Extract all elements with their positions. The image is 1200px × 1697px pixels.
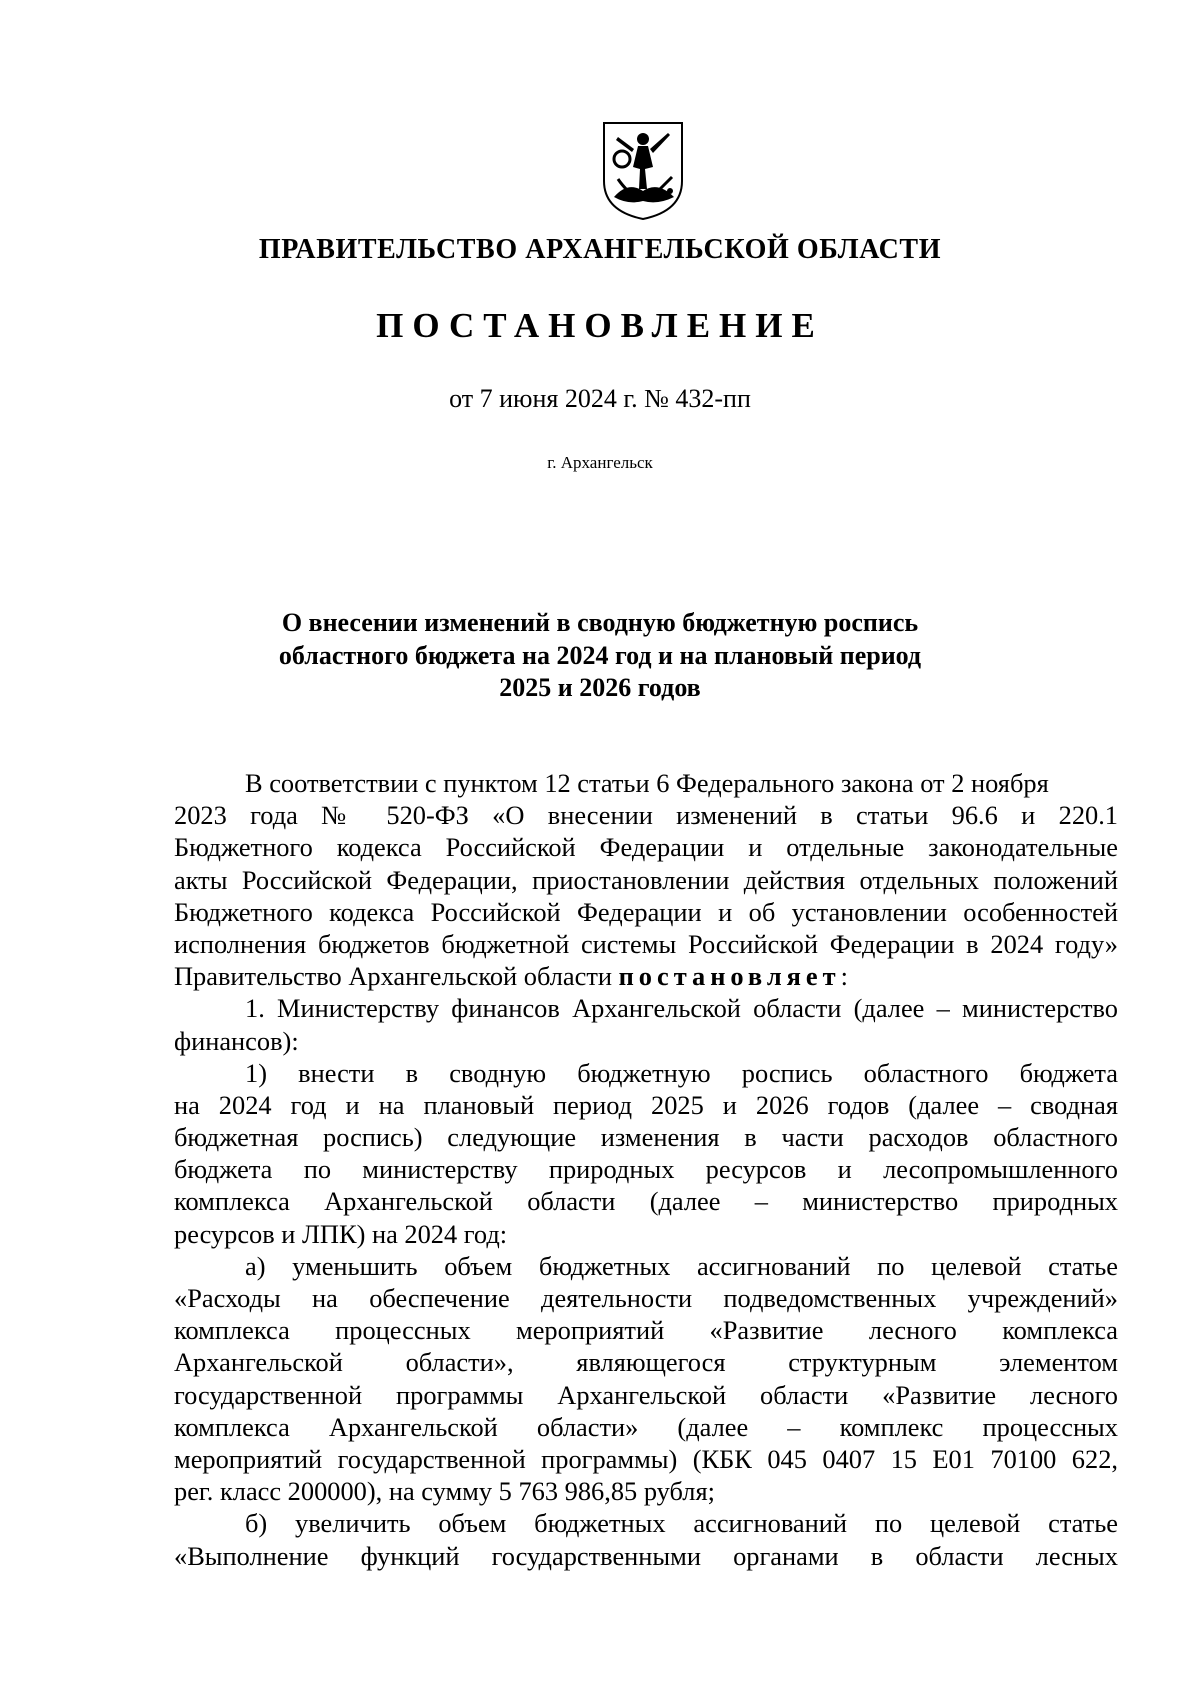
organization-title: ПРАВИТЕЛЬСТВО АРХАНГЕЛЬСКОЙ ОБЛАСТИ: [258, 234, 942, 265]
body-line: 2023 года № 520-ФЗ «О внесении изменений в статьи 96.6 и 220.1: [174, 800, 1118, 831]
body-line: исполнения бюджетов бюджетной системы Российской Федерации в 2024 году»: [174, 928, 1118, 959]
resolution-keyword: постановляет: [618, 961, 841, 992]
body-line: комплекса Архангельской области» (далее – комплекс процессных: [174, 1411, 1118, 1442]
body-line: мероприятий государственной программы) (КБК 045 0407 15 Е01 70100 622,: [174, 1443, 1118, 1474]
body-line: Бюджетного кодекса Российской Федерации и об установлении особенностей: [174, 896, 1118, 927]
resolution-colon: :: [840, 961, 848, 992]
body-line: Архангельской области», являющегося структурным элементом: [174, 1347, 1118, 1378]
document-city: г. Архангельск: [547, 453, 653, 472]
document-body: [174, 767, 1118, 1572]
body-line: «Выполнение функций государственными органами в области лесных: [174, 1540, 1118, 1571]
document-type-title: ПОСТАНОВЛЕНИЕ: [376, 306, 824, 345]
body-line: рег. класс 200000), на сумму 5 763 986,85 рубля;: [174, 1476, 715, 1507]
body-line: 1. Министерству финансов Архангельской области (далее – министерство: [245, 993, 1118, 1024]
body-line: бюджета по министерству природных ресурсов и лесопромышленного: [174, 1154, 1118, 1185]
subject-line: 2025 и 2026 годов: [499, 673, 701, 702]
body-line-resolution: [174, 960, 1118, 992]
body-line: «Расходы на обеспечение деятельности подведомственных учреждений»: [174, 1283, 1118, 1313]
body-line: 1) внести в сводную бюджетную роспись областного бюджета: [245, 1057, 1118, 1088]
body-line: а) уменьшить объем бюджетных ассигнований по целевой статье: [245, 1250, 1118, 1281]
document-date-number: от 7 июня 2024 г. № 432-пп: [449, 384, 751, 413]
body-line: акты Российской Федерации, приостановлении действия отдельных положений: [174, 864, 1118, 895]
subject-line: О внесении изменений в сводную бюджетную роспись: [281, 608, 919, 637]
body-line: бюджетная роспись) следующие изменения в части расходов областного: [174, 1122, 1118, 1153]
body-line: на 2024 год и на плановый период 2025 и 2026 годов (далее – сводная: [174, 1089, 1118, 1120]
body-line: ресурсов и ЛПК) на 2024 год:: [174, 1218, 508, 1249]
body-line: б) увеличить объем бюджетных ассигнований по целевой статье: [245, 1508, 1118, 1539]
body-line: Бюджетного кодекса Российской Федерации и отдельные законодательные: [174, 832, 1118, 863]
body-line: В соответствии с пунктом 12 статьи 6 Федерального закона от 2 ноября: [245, 768, 1049, 798]
coat-of-arms-emblem: [598, 119, 688, 222]
body-line: комплекса Архангельской области (далее – министерство природных: [174, 1186, 1118, 1217]
body-line: комплекса процессных мероприятий «Развитие лесного комплекса: [174, 1315, 1118, 1346]
body-line: финансов):: [174, 1025, 299, 1056]
document-subject: [260, 607, 940, 705]
subject-line: областного бюджета на 2024 год и на плановый период: [278, 640, 922, 670]
resolution-subject: Правительство Архангельской области: [174, 961, 612, 992]
body-line: государственной программы Архангельской области «Развитие лесного: [174, 1379, 1118, 1410]
